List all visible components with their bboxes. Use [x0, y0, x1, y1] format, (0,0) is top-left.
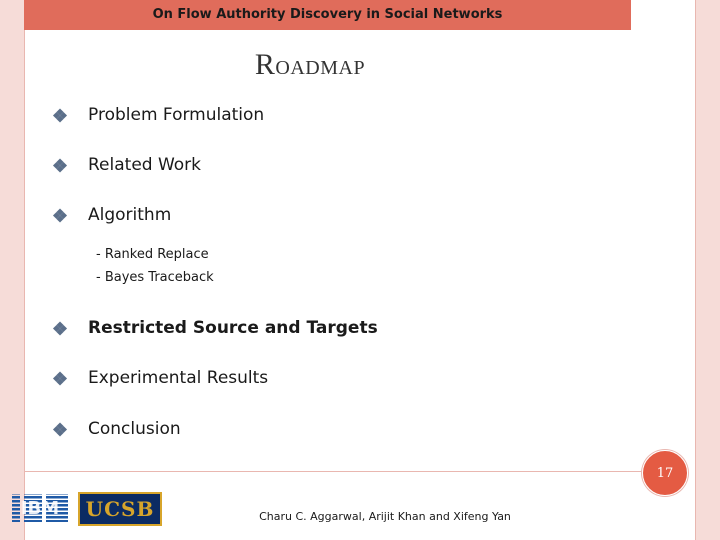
bullet-label: Conclusion	[88, 419, 181, 439]
bullet-item-algorithm	[52, 203, 171, 227]
diamond-bullet-icon	[52, 370, 68, 386]
bullet-label: Related Work	[88, 155, 202, 175]
ibm-logo-text: IBM	[20, 498, 60, 519]
footer-divider	[24, 471, 642, 472]
ibm-logo-icon	[10, 492, 70, 526]
diamond-bullet-icon	[52, 207, 68, 223]
page-number-badge: 17	[642, 450, 688, 496]
slide-title-rest: OADMAP	[275, 57, 366, 79]
right-border-frame	[695, 0, 720, 540]
bullet-label: Problem Formulation	[88, 105, 265, 125]
diamond-bullet-icon	[52, 320, 68, 336]
bullet-label: Algorithm	[88, 205, 172, 225]
footer-authors: Charu C. Aggarwal, Arijit Khan and Xifeng Yan	[259, 510, 511, 523]
diamond-bullet-icon	[52, 107, 68, 123]
sub-item-ranked-replace: - Ranked Replace	[96, 247, 209, 262]
slide-title	[0, 48, 620, 82]
bullet-item-restricted-source	[52, 316, 378, 340]
diamond-bullet-icon	[52, 157, 68, 173]
bullet-label: Restricted Source and Targets	[88, 318, 378, 338]
slide-title-first-letter: R	[254, 48, 276, 81]
diamond-bullet-icon	[52, 421, 68, 437]
bullet-item-related-work	[52, 153, 201, 177]
bullet-item-experimental-results	[52, 366, 268, 390]
ucsb-logo: UCSB	[78, 492, 162, 526]
bullet-item-problem-formulation	[52, 103, 264, 127]
sub-item-bayes-traceback: - Bayes Traceback	[96, 270, 214, 285]
bullet-item-conclusion	[52, 417, 181, 441]
bullet-label: Experimental Results	[88, 368, 269, 388]
header-banner: On Flow Authority Discovery in Social Networks	[24, 0, 631, 30]
